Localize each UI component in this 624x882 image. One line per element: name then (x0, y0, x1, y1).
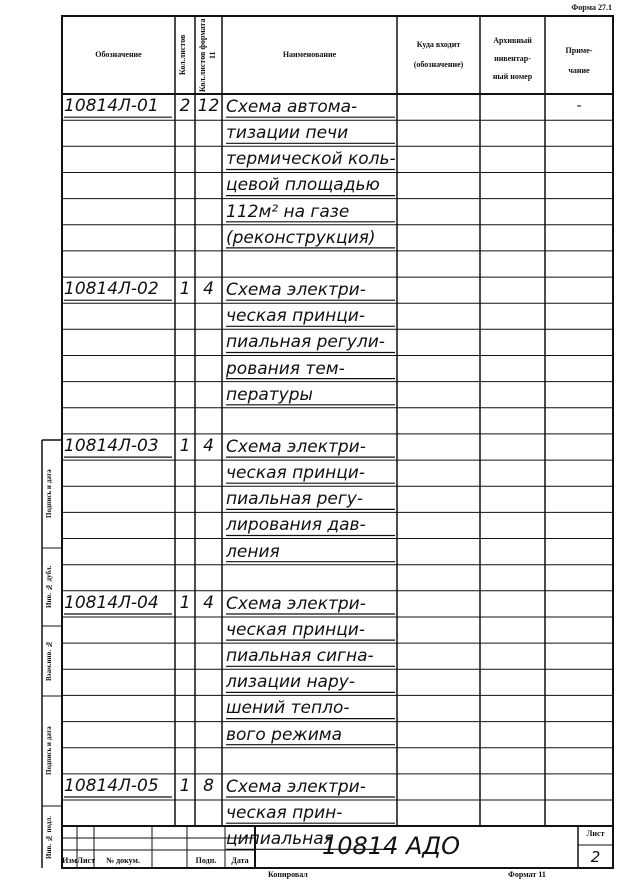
entry-sheets-f11: 12 (197, 96, 220, 116)
entry-sheets-f11: 4 (203, 435, 214, 456)
sheet-label: Лист (586, 829, 605, 838)
entry-name-line: рования тем- (226, 358, 345, 379)
entry-name-line: ципиальная (226, 829, 334, 850)
entry-sheets-f11: 8 (203, 775, 214, 796)
entry-name-line: Схема автома- (226, 97, 358, 117)
header-where-used-1: Куда входит (416, 40, 461, 49)
entry-name-line: вого режима (226, 724, 343, 745)
entry-name-line: (реконструкция) (226, 227, 376, 248)
copied-label: Копировал (268, 870, 308, 879)
entry-name-line: тизации печи (226, 123, 349, 144)
entry-name-line: 112м² на газе (226, 201, 350, 222)
header-designation: Обозначение (95, 50, 142, 59)
side-inv-podl: Инв. № подл. (45, 815, 53, 859)
header-notes-2: чание (568, 66, 590, 75)
header-name: Наименование (282, 50, 337, 59)
entry-name-line: ческая принци- (226, 620, 365, 640)
form-label: Форма 27.1 (571, 3, 612, 12)
entry-sheets: 2 (179, 96, 191, 116)
entry-name-line: термической коль- (226, 149, 396, 170)
entry-name-line: ления (226, 541, 280, 562)
sheet-number: 2 (590, 848, 601, 866)
entry-name-line: ческая принци- (226, 306, 365, 327)
entry-name-line: лизации нару- (226, 672, 355, 693)
header-archive-3: ный номер (492, 72, 533, 81)
side-sign-date-bottom: Подпись и дата (45, 726, 53, 776)
entry-code: 10814Л-01 (64, 96, 159, 116)
notes-dash: - (576, 98, 582, 114)
entry-code: 10814Л-02 (64, 279, 159, 300)
entry-code: 10814Л-05 (64, 775, 159, 796)
col-izm: Изм (62, 856, 77, 865)
entry-name-line: цевой площадью (226, 175, 380, 196)
side-sign-date-top: Подпись и дата (45, 469, 53, 519)
header-sheet-count-format11: Кол.листов формата 11 (198, 18, 217, 92)
entry-sheets: 1 (179, 592, 191, 613)
entry-sheets-f11: 4 (203, 279, 214, 300)
entry-name-line: Схема электри- (226, 280, 366, 301)
entry-name-line: пературы (226, 384, 313, 405)
side-inv-dubl: Инв. № дубл. (45, 565, 53, 609)
format-label: Формат 11 (508, 870, 546, 879)
entry-name-line: пиальная регули- (226, 332, 385, 353)
entry-name-line: ческая принци- (226, 463, 365, 484)
side-vzam-inv: Взам.инв. № (45, 640, 53, 682)
header-notes-1: Приме- (565, 46, 593, 55)
entry-sheets: 1 (179, 279, 191, 300)
entry-sheets: 1 (179, 435, 191, 456)
entry-code: 10814Л-04 (64, 592, 159, 613)
entry-name-line: лирования дав- (226, 515, 366, 536)
header-archive-2: инвентар- (494, 54, 531, 63)
entry-name-line: Схема электри- (226, 776, 366, 797)
col-date: Дата (231, 856, 249, 865)
col-sign: Подп. (195, 856, 217, 865)
entry-name-line: ческая прин- (226, 803, 343, 824)
header-where-used-2: (обозначение) (413, 60, 464, 69)
col-doc: № докум. (106, 856, 140, 865)
entry-name-line: Схема электри- (226, 436, 366, 457)
doc-code: 10814 АДО (322, 832, 461, 860)
col-list: Лист (77, 856, 96, 865)
header-archive-1: Архивный (493, 36, 532, 45)
entry-sheets: 1 (179, 775, 191, 796)
entry-sheets-f11: 4 (203, 592, 214, 613)
entry-code: 10814Л-03 (64, 435, 159, 456)
entry-name-line: пиальная регу- (226, 489, 364, 510)
header-sheet-count: Кол.листов (178, 34, 187, 76)
entry-name-line: Схема электри- (226, 593, 366, 614)
entry-name-line: пиальная сигна- (226, 646, 374, 667)
entry-name-line: шений тепло- (226, 698, 350, 719)
